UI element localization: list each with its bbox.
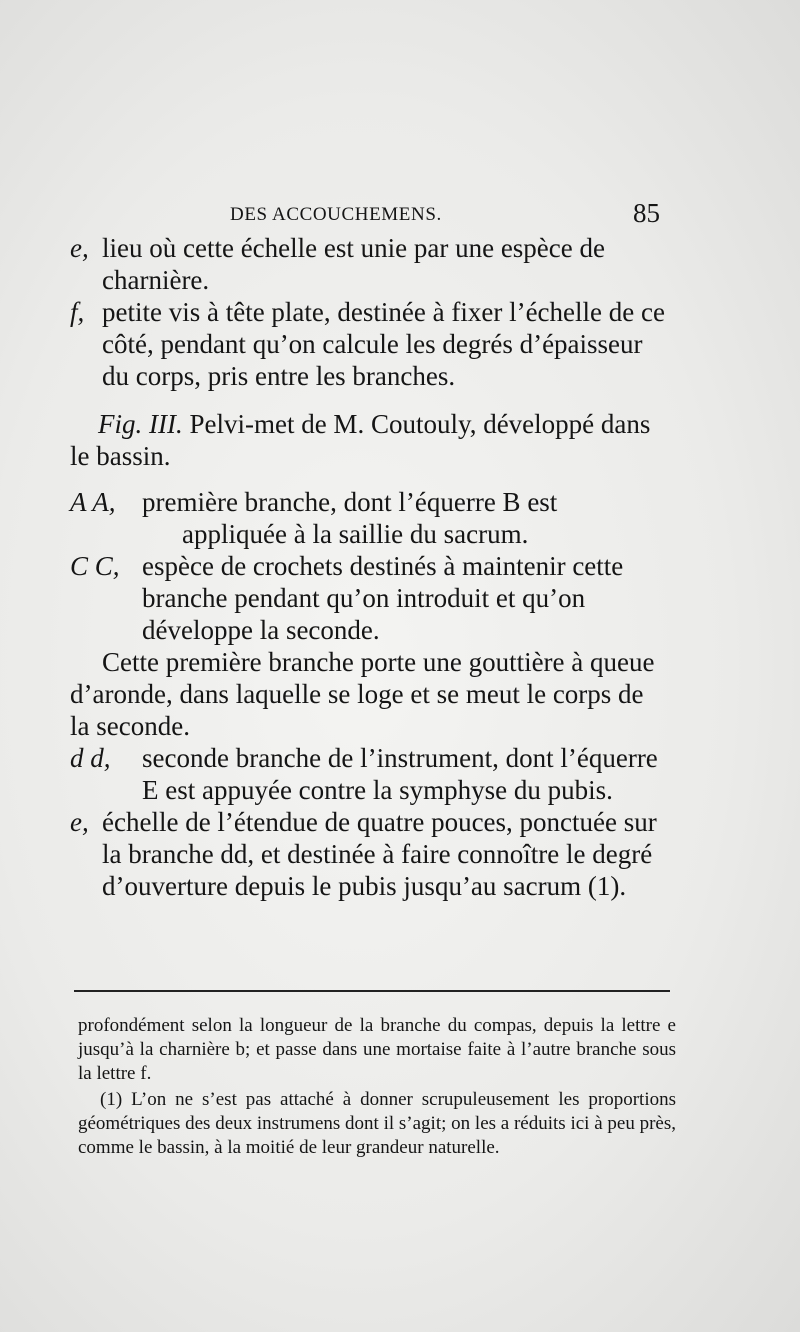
footnote-continuation: profondément selon la longueur de la branche du compas, depuis la lettre e jusqu’à la charnière b; et passe dans une mortaise faite à l’autre branche sous la lettre f. [78,1015,676,1084]
legend-key: e, [70,807,89,837]
legend-key: A A, [70,487,116,517]
body-paragraph: Cette première branche porte une gouttière à queue d’aronde, dans laquelle se loge et se meut le corps de la seconde. [70,647,655,741]
main-text [70,232,668,902]
legend-key: C C, [70,551,120,581]
legend-key: f, [70,297,85,327]
legend-entry-e2 [70,806,668,902]
legend-text: espèce de crochets destinés à maintenir cette branche pendant qu’on introduit et qu’on développe la seconde. [142,551,624,645]
legend-entry-e [70,232,668,296]
legend-text: échelle de l’étendue de quatre pouces, ponctuée sur la branche dd, et destinée à faire connoître le degré d’ouverture depuis le pubis jusqu’au sacrum (1). [102,807,657,901]
legend-entry-f [70,296,668,392]
page-number: 85 [633,198,660,228]
legend-key: e, [70,233,89,263]
footnote-rule [74,990,670,992]
footnotes [78,1014,676,1160]
figure-text: Pelvi-met de M. Coutouly, développé dans le bassin. [70,409,651,471]
legend-text: première branche, dont l’équerre B est appliquée à la saillie du sacrum. [142,487,558,549]
figure-caption [70,408,668,472]
running-title: DES ACCOUCHEMENS. [230,204,442,225]
legend-text: petite vis à tête plate, destinée à fixer l’échelle de ce côté, pendant qu’on calcule les degrés d’épaisseur du corps, pris entre les branches. [102,297,665,391]
figure-label: Fig. III. [98,409,183,439]
legend-entry-dd [70,742,668,806]
legend-key: d d, [70,743,111,773]
legend-text: lieu où cette échelle est unie par une espèce de charnière. [102,233,605,295]
legend-text: seconde branche de l’instrument, dont l’équerre E est appuyée contre la symphyse du pubis. [142,743,658,805]
legend-entry-cc [70,550,668,646]
running-header [230,198,660,234]
footnote-1: (1) L’on ne s’est pas attaché à donner scrupuleusement les proportions géométriques des deux instrumens dont il s’agit; on les a réduits ici à peu près, comme le bassin, à la moitié de leur grandeur naturelle. [78,1089,676,1158]
legend-entry-aa [70,486,668,550]
